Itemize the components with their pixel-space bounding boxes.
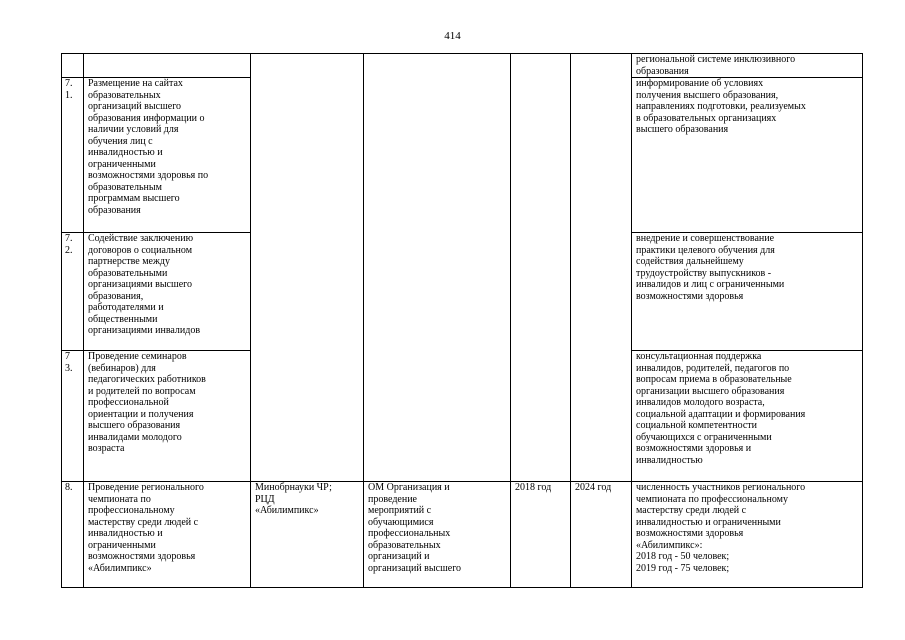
executor-cell: Минобрнауки ЧР; РЦД «Абилимпикс» [251,482,364,588]
action-cell: Содействие заключению договоров о социальном партнерстве между образовательными организациями высшего образования, работодателями и общественными организациями инвалидов [84,233,251,351]
result-cell: внедрение и совершенствование практики целевого обучения для содействия дальнейшему трудоустройству выпускников - инвалидов и лиц с ограниченными возможностями здоровья [632,233,863,351]
row-number: 7. 1. [62,78,84,233]
result-cell: информирование об условиях получения высшего образования, направлениях подготовки, реализуемых в образовательных организациях высшего образования [632,78,863,233]
executor-cell [251,54,364,482]
row-number [62,54,84,78]
content-cell: ОМ Организация и проведение мероприятий с обучающимися профессиональных образовательных организаций и организаций высшего [364,482,511,588]
action-cell: Проведение семинаров (вебинаров) для педагогических работников и родителей по вопросам профессиональной ориентации и получения высшего образования инвалидами молодого возраста [84,351,251,482]
table-row [62,54,863,78]
action-cell: Размещение на сайтах образовательных организаций высшего образования информации о наличии условий для обучения лиц с инвалидностью и ограниченными возможностями здоровья по образовательным программам высшего образования [84,78,251,233]
content-cell [364,54,511,482]
end-cell: 2024 год [571,482,632,588]
start-cell [511,54,571,482]
result-cell: консультационная поддержка инвалидов, родителей, педагогов по вопросам приема в образовательные организации высшего образования инвалидов молодого возраста, социальной адаптации и формирования социальной компетентности обучающихся с ограниченными возможностями здоровья и инвалидностью [632,351,863,482]
row-number: 7. 2. [62,233,84,351]
start-cell: 2018 год [511,482,571,588]
result-cell: региональной системе инклюзивного образования [632,54,863,78]
end-cell [571,54,632,482]
row-number: 8. [62,482,84,588]
measures-table [61,53,863,588]
row-number: 7 3. [62,351,84,482]
action-cell [84,54,251,78]
action-cell: Проведение регионального чемпионата по профессиональному мастерству среди людей с инвалидностью и ограниченными возможностями здоровья «Абилимпикс» [84,482,251,588]
table-row [62,482,863,588]
page-number: 414 [444,30,461,42]
result-cell: численность участников регионального чемпионата по профессиональному мастерству среди людей с инвалидностью и ограниченными возможностями здоровья «Абилимпикс»: 2018 год - 50 человек; 2019 год - 75 человек; [632,482,863,588]
